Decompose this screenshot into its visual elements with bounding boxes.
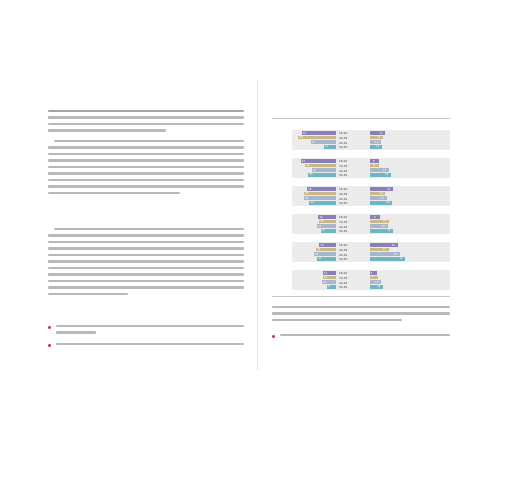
age-label: 30-39	[339, 248, 348, 252]
bar-right	[370, 196, 387, 200]
bar-value-label: 12	[323, 276, 328, 280]
bar-value-label: 15	[320, 220, 324, 224]
bar-left	[304, 196, 336, 200]
age-label: 30-39	[339, 136, 348, 140]
age-label: 18-29	[339, 159, 348, 164]
age-label: 40-49	[339, 196, 348, 201]
bar-value-label: 28	[306, 164, 310, 168]
age-label: 18-29	[339, 215, 348, 220]
age-label: 30-39	[339, 164, 348, 168]
body-text-paragraph-2	[54, 140, 244, 198]
bullet-marker	[272, 335, 275, 338]
age-label: 40-49	[339, 280, 348, 285]
age-label: 50-59	[339, 145, 348, 150]
bar-value-label: 15	[380, 196, 384, 200]
bar-value-label: 7	[371, 276, 374, 280]
bar-value-label: 12	[323, 271, 328, 275]
bar-value-label: 12	[377, 285, 381, 289]
bar-value-label: 8	[372, 159, 375, 163]
bar-value-label: 20	[314, 252, 319, 256]
age-label: 18-29	[339, 271, 348, 276]
right-body-text	[272, 306, 450, 325]
bar-value-label: 9	[373, 215, 376, 219]
figure-top-rule	[272, 118, 450, 119]
bar-value-label: 31	[302, 131, 307, 135]
bar-value-label: 8	[328, 285, 330, 289]
figure-bottom-rule	[272, 296, 450, 297]
bar-right	[370, 131, 385, 135]
age-label: 30-39	[339, 220, 348, 224]
body-text-top	[48, 110, 244, 136]
bar-value-label: 29	[304, 192, 309, 196]
bar-left	[302, 131, 336, 135]
bar-value-label: 11	[376, 145, 380, 149]
bar-value-label: 34	[299, 136, 303, 140]
bar-value-label: 16	[381, 224, 385, 228]
bar-value-label: 32	[301, 159, 305, 163]
bar-value-label: 14	[321, 229, 325, 233]
bar-value-label: 21	[387, 229, 391, 233]
bar-value-label: 20	[386, 201, 390, 205]
bar-value-label: 14	[379, 192, 383, 196]
right-bullet-text	[280, 334, 450, 340]
bar-value-label: 17	[318, 224, 322, 228]
bullet-text-1	[56, 325, 244, 338]
age-label: 18-29	[339, 131, 348, 136]
bar-value-label: 25	[309, 173, 313, 177]
age-label: 40-49	[339, 224, 348, 229]
bar-value-label: 11	[324, 145, 329, 149]
age-label: 40-49	[339, 252, 348, 257]
book-spread	[0, 80, 520, 370]
bar-left	[305, 164, 336, 168]
bar-value-label: 22	[312, 168, 316, 172]
bar-value-label: 14	[379, 131, 383, 135]
bar-value-label: 26	[308, 187, 312, 191]
body-text-paragraph-3	[54, 228, 244, 299]
age-label: 50-59	[339, 201, 348, 206]
bar-left	[298, 136, 336, 140]
age-label: 40-49	[339, 168, 348, 173]
age-label: 50-59	[339, 285, 348, 290]
bar-value-label: 32	[399, 257, 403, 261]
bar-value-label: 17	[382, 248, 387, 252]
right-page	[258, 80, 506, 370]
bar-value-label: 21	[387, 187, 391, 191]
bar-value-label: 27	[393, 252, 398, 256]
bar-value-label: 8	[372, 164, 375, 168]
bar-right	[370, 224, 388, 228]
bar-value-label: 17	[382, 220, 387, 224]
age-label: 50-59	[339, 257, 348, 262]
age-label: 50-59	[339, 229, 348, 234]
bar-value-label: 10	[375, 140, 379, 144]
bar-value-label: 16	[319, 215, 323, 219]
bar-value-label: 17	[382, 168, 387, 172]
bar-value-label: 13	[322, 280, 326, 284]
age-label: 18-29	[339, 243, 348, 248]
bar-value-label: 17	[318, 257, 322, 261]
bullet-marker	[48, 326, 51, 329]
bar-value-label: 10	[375, 280, 379, 284]
bar-value-label: 15	[320, 243, 324, 247]
bullet-marker	[48, 344, 51, 347]
bar-right	[370, 192, 385, 196]
age-label: 30-39	[339, 192, 348, 196]
age-label: 50-59	[339, 173, 348, 178]
bullet-text-2	[56, 343, 244, 349]
age-label: 18-29	[339, 187, 348, 192]
bar-value-label: 25	[391, 243, 395, 247]
bar-value-label: 23	[311, 140, 315, 144]
left-page	[14, 80, 258, 370]
bar-value-label: 6	[370, 271, 373, 275]
age-label: 40-49	[339, 140, 348, 145]
bar-value-label: 24	[310, 201, 314, 205]
bar-value-label: 18	[317, 248, 321, 252]
bar-value-label: 29	[304, 196, 309, 200]
age-label: 30-39	[339, 276, 348, 280]
bar-left	[301, 159, 336, 163]
bar-left	[304, 192, 336, 196]
bar-value-label: 12	[377, 136, 381, 140]
bar-value-label: 19	[384, 173, 389, 177]
